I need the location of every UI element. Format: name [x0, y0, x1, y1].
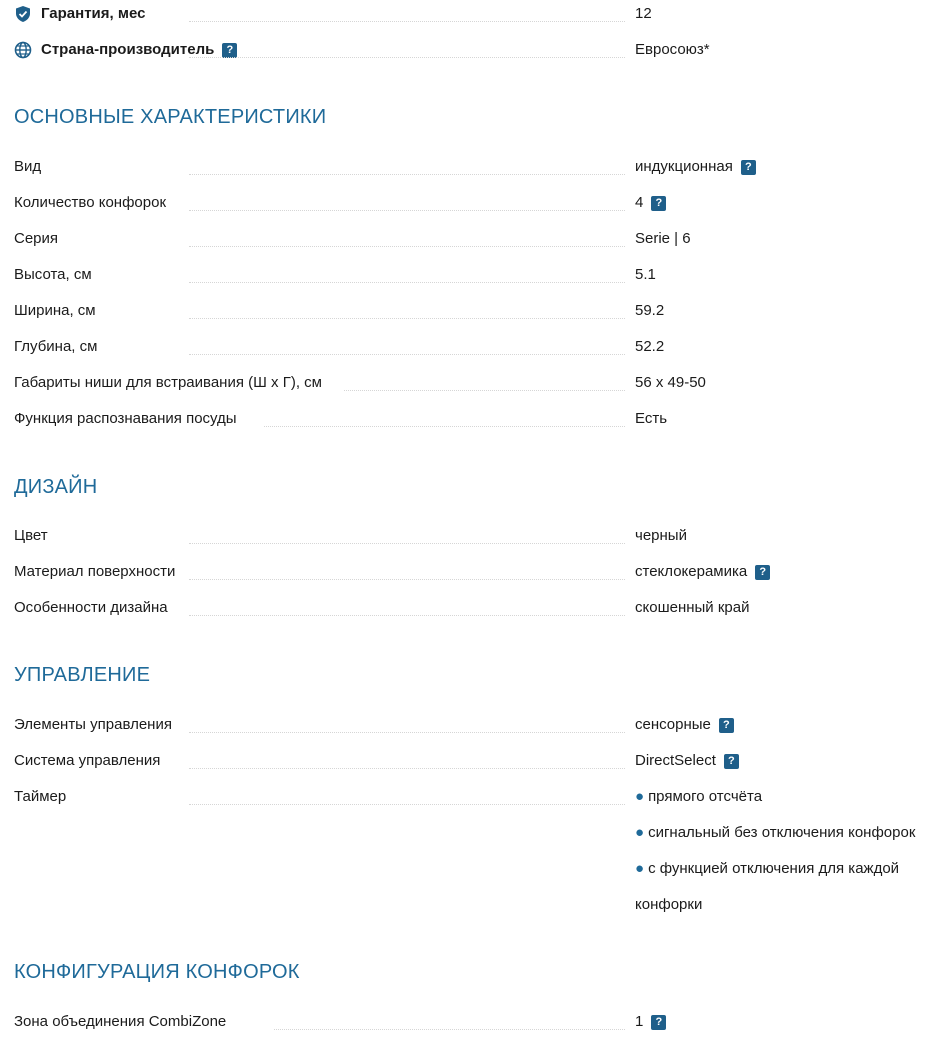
spec-label: Особенности дизайна [14, 599, 168, 616]
dotted-leader [189, 615, 625, 616]
dotted-leader [189, 354, 625, 355]
dotted-leader [189, 246, 625, 247]
section-title-main: ОСНОВНЫЕ ХАРАКТЕРИСТИКИ [14, 106, 327, 128]
spec-value: черный [635, 527, 687, 544]
spec-row [14, 707, 936, 743]
spec-value: DirectSelect [635, 752, 716, 769]
spec-row [14, 590, 936, 626]
spec-value: стеклокерамика [635, 563, 748, 580]
spec-row [14, 293, 936, 329]
help-icon[interactable]: ? [724, 754, 739, 769]
section-title-design: ДИЗАЙН [14, 476, 98, 498]
dotted-leader [189, 282, 625, 283]
dotted-leader [189, 732, 625, 733]
dotted-leader [189, 579, 625, 580]
spec-value: 12 [635, 5, 652, 22]
dotted-leader [189, 543, 625, 544]
help-icon[interactable]: ? [222, 43, 237, 58]
dotted-leader [189, 57, 625, 58]
spec-row-timer [14, 779, 936, 815]
spec-value: 5.1 [635, 266, 656, 283]
list-item: ● с функцией отключения для каждой [635, 860, 900, 877]
dotted-leader [189, 804, 625, 805]
spec-label: Вид [14, 158, 42, 175]
dotted-leader [189, 318, 625, 319]
bullet-icon: ● [635, 788, 645, 805]
spec-label: Элементы управления [14, 716, 172, 733]
spec-label: Система управления [14, 752, 161, 769]
section-title-config: КОНФИГУРАЦИЯ КОНФОРОК [14, 961, 300, 983]
spec-value: Есть [635, 410, 668, 427]
help-icon[interactable]: ? [755, 565, 770, 580]
spec-label: Материал поверхности [14, 563, 176, 580]
spec-value: индукционная [635, 158, 733, 175]
spec-label: Габариты ниши для встраивания (Ш x Г), см [14, 374, 322, 391]
spec-value: скошенный край [635, 599, 750, 616]
dotted-leader [274, 1029, 625, 1030]
spec-row [14, 257, 936, 293]
spec-row [14, 149, 936, 185]
spec-row [14, 743, 936, 779]
spec-value: Евросоюз* [635, 41, 710, 58]
spec-label: Страна-производитель [41, 41, 215, 58]
help-icon[interactable]: ? [651, 196, 666, 211]
section-title-control: УПРАВЛЕНИЕ [14, 664, 151, 686]
spec-label: Зона объединения CombiZone [14, 1013, 227, 1030]
spec-value: 59.2 [635, 302, 665, 319]
spec-label: Ширина, см [14, 302, 96, 319]
spec-label: Серия [14, 230, 59, 247]
spec-label: Высота, см [14, 266, 92, 283]
spec-label: Цвет [14, 527, 48, 544]
spec-row [14, 554, 936, 590]
spec-value: сенсорные [635, 716, 711, 733]
dotted-leader [264, 426, 625, 427]
dotted-leader [189, 21, 625, 22]
spec-row [14, 185, 936, 221]
spec-label: Таймер [14, 788, 67, 805]
spec-label: Гарантия, мес [41, 5, 146, 22]
spec-row-country [14, 32, 936, 68]
spec-label: Глубина, см [14, 338, 98, 355]
dotted-leader [344, 390, 625, 391]
spec-value: 1 [635, 1013, 644, 1030]
help-icon[interactable]: ? [741, 160, 756, 175]
spec-value: 56 x 49-50 [635, 374, 706, 391]
list-item-continuation: конфорки [635, 896, 703, 913]
help-icon[interactable]: ? [719, 718, 734, 733]
spec-row [14, 221, 936, 257]
help-icon[interactable]: ? [651, 1015, 666, 1030]
spec-value: Serie | 6 [635, 230, 691, 247]
spec-row [14, 1004, 936, 1040]
spec-row [14, 401, 936, 437]
spec-row [14, 365, 936, 401]
spec-row [14, 329, 936, 365]
dotted-leader [189, 210, 625, 211]
spec-row-warranty [14, 0, 936, 32]
list-item: ● прямого отсчёта [635, 788, 763, 805]
spec-row [14, 518, 936, 554]
dotted-leader [189, 174, 625, 175]
spec-label: Функция распознавания посуды [14, 410, 237, 427]
spec-label: Количество конфорок [14, 194, 167, 211]
bullet-icon: ● [635, 824, 645, 841]
list-item: ● сигнальный без отключения конфорок [635, 824, 916, 841]
dotted-leader [189, 768, 625, 769]
spec-value: 4 [635, 194, 644, 211]
spec-value: 52.2 [635, 338, 665, 355]
bullet-icon: ● [635, 860, 645, 877]
